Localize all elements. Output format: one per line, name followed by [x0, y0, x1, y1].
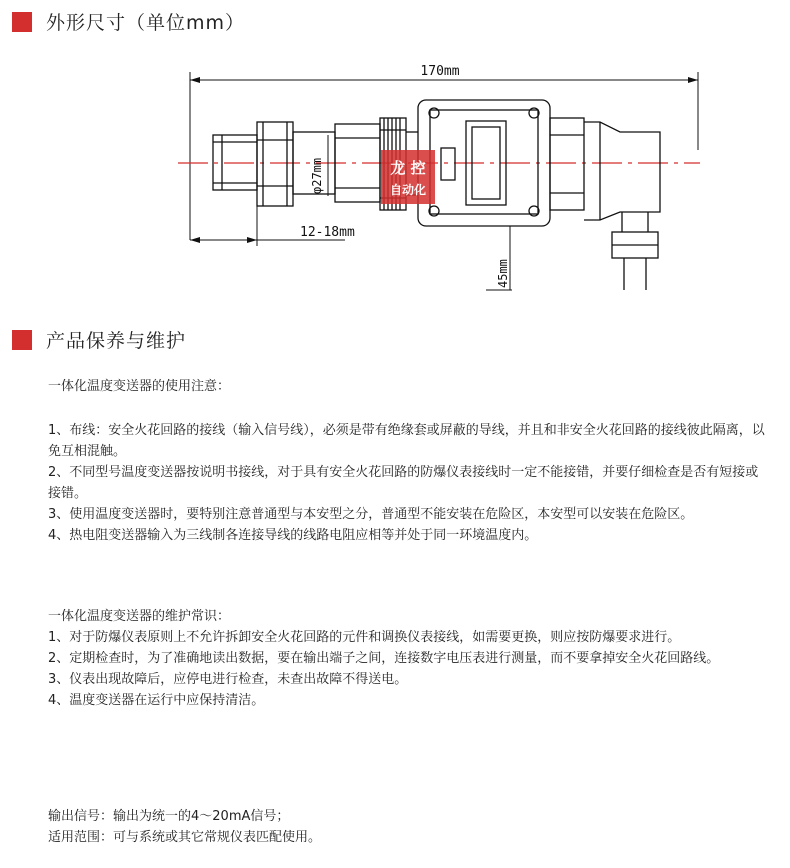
dim-total-label: 170mm	[420, 64, 460, 79]
red-square-marker	[12, 330, 32, 350]
spec-lines	[48, 806, 768, 848]
red-square-marker	[12, 12, 32, 32]
section-heading-maintenance	[12, 326, 186, 353]
spec-application-range: 适用范围：可与系统或其它常规仪表匹配使用。	[48, 830, 322, 845]
list-item: 4、温度变送器在运行中应保持清洁。	[48, 693, 265, 708]
maintenance-heading: 一体化温度变送器的维护常识：	[48, 609, 231, 624]
usage-notes-intro	[48, 376, 768, 397]
usage-notes-list	[48, 420, 768, 546]
list-item: 4、热电阻变送器输入为三线制各连接导线的线路电阻应相等并处于同一环境温度内。	[48, 528, 538, 543]
list-item: 2、定期检查时，为了准确地读出数据，要在输出端子之间，连接数字电压表进行测量，而不要拿掉安全火花回路线。	[48, 651, 720, 666]
watermark-line1: 龙 控	[390, 159, 426, 177]
list-item: 2、不同型号温度变送器按说明书接线，对于具有安全火花回路的防爆仪表接线时一定不能接错，并要仔细检查是否有短接或接错。	[48, 465, 759, 501]
dim-height-label: 45mm	[496, 259, 510, 288]
maintenance-intro	[48, 606, 768, 627]
watermark-line2: 自动化	[389, 183, 427, 197]
dim-diameter-label: φ27mm	[310, 157, 324, 194]
spec-output-signal: 输出信号：输出为统一的4～20mA信号；	[48, 809, 290, 824]
dimension-drawing	[0, 40, 790, 320]
usage-notes-heading: 一体化温度变送器的使用注意：	[48, 379, 231, 394]
section-title-dimensions: 外形尺寸（单位mm）	[46, 12, 246, 34]
list-item: 3、使用温度变送器时，要特别注意普通型与本安型之分，普通型不能安装在危险区，本安型可以安装在危险区。	[48, 507, 694, 522]
list-item: 3、仪表出现故障后，应停电进行检查，未查出故障不得送电。	[48, 672, 408, 687]
maintenance-list	[48, 627, 768, 711]
dim-thread-label: 12-18mm	[300, 225, 355, 240]
list-item: 1、布线：安全火花回路的接线（输入信号线），必须是带有绝缘套或屏蔽的导线，并且和非安全火花回路的接线彼此隔离，以免互相混触。	[48, 423, 765, 459]
section-heading-dimensions	[12, 8, 245, 35]
watermark-logo	[381, 150, 435, 204]
section-title-maintenance: 产品保养与维护	[46, 330, 187, 352]
list-item: 1、对于防爆仪表原则上不允许拆卸安全火花回路的元件和调换仪表接线，如需要更换，则应按防爆要求进行。	[48, 630, 681, 645]
